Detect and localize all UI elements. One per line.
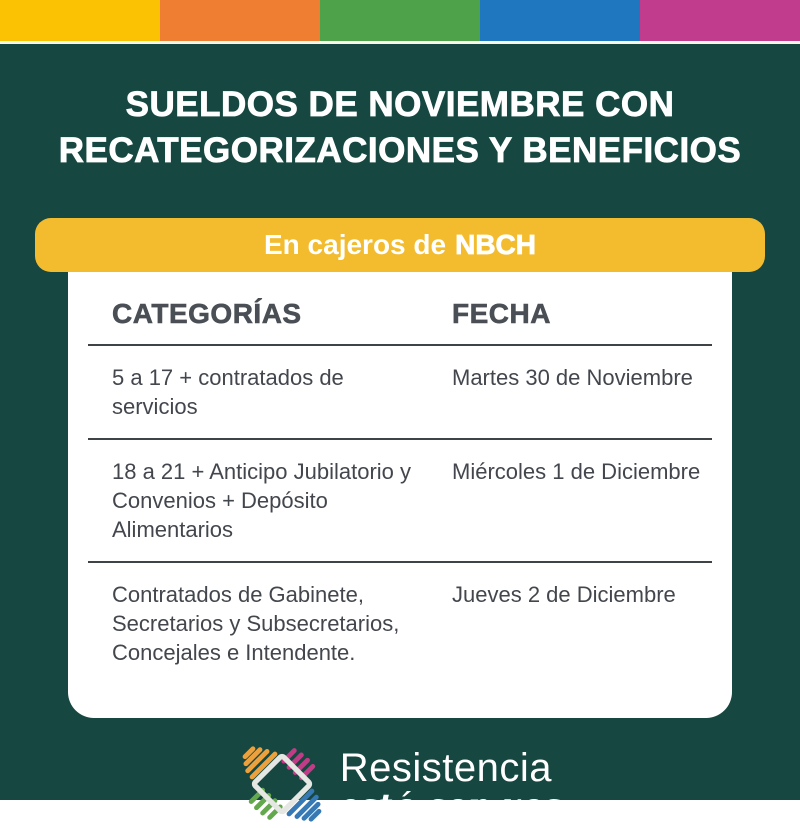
row-category: Contratados de Gabinete, Secretarios y Subsecretarios, Concejales e Intendente. — [112, 582, 400, 665]
schedule-header-row — [68, 272, 732, 344]
page-title-line1: SUELDOS DE NOVIEMBRE CON — [125, 85, 675, 124]
strip-segment-magenta — [640, 0, 800, 41]
atm-banner — [35, 218, 765, 272]
schedule-card — [68, 272, 732, 718]
brand-slogan: está con vos — [339, 787, 563, 823]
strip-segment-blue — [480, 0, 640, 41]
top-color-strip — [0, 0, 800, 41]
row-date: Miércoles 1 de Diciembre — [452, 459, 701, 484]
column-header-date: FECHA — [452, 298, 551, 329]
row-date: Martes 30 de Noviembre — [452, 365, 693, 390]
brand-footer — [0, 740, 800, 828]
strip-segment-yellow — [0, 0, 160, 41]
page-title — [0, 82, 800, 174]
table-row — [68, 563, 732, 684]
table-row — [68, 346, 732, 438]
table-row — [68, 440, 732, 561]
atm-banner-bank-name: NBCH — [455, 229, 536, 260]
row-category: 5 a 17 + contratados de servicios — [112, 365, 344, 419]
top-divider-line — [0, 41, 800, 44]
strip-segment-green — [320, 0, 480, 41]
logo-hatch-blue — [289, 791, 319, 819]
row-date: Jueves 2 de Diciembre — [452, 582, 676, 607]
atm-banner-text: En cajeros de — [264, 229, 447, 260]
logo-hatch-orange — [245, 749, 275, 777]
row-category: 18 a 21 + Anticipo Jubilatorio y Convenios + Depósito Alimentarios — [112, 459, 412, 542]
weave-diamond-logo-icon — [238, 740, 326, 828]
brand-name: Resistencia — [339, 745, 552, 790]
brand-text — [340, 747, 563, 822]
column-header-categories: CATEGORÍAS — [112, 298, 302, 329]
page-title-line2: RECATEGORIZACIONES Y BENEFICIOS — [58, 131, 742, 170]
strip-segment-orange — [160, 0, 320, 41]
